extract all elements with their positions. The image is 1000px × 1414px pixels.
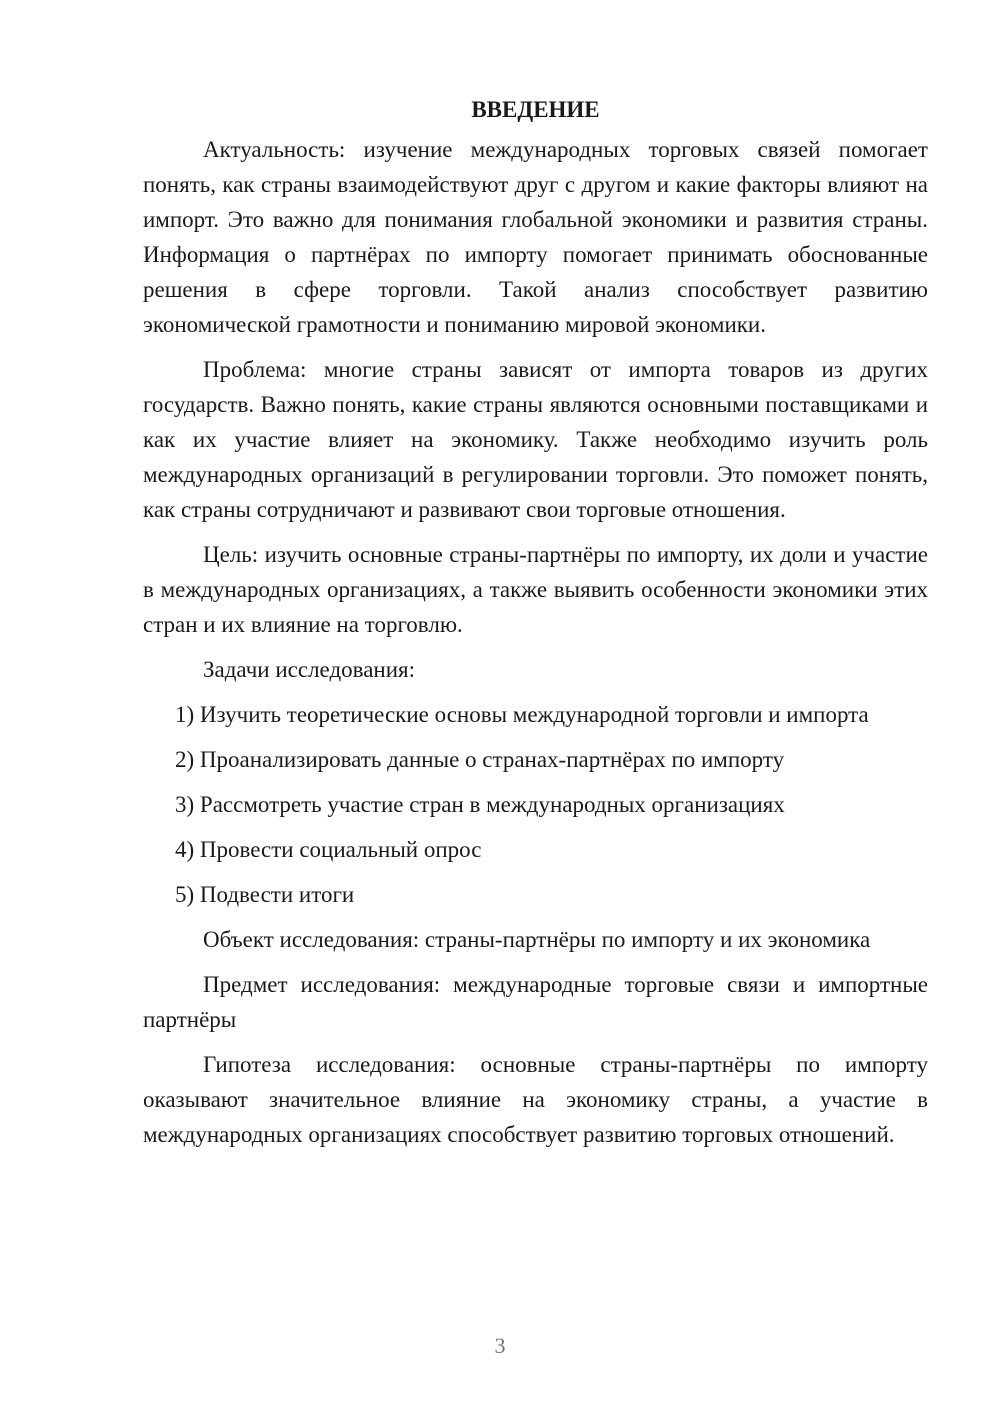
goal-paragraph: Цель: изучить основные страны-партнёры по импорту, их доли и участие в международных организациях, а также выявить особенности экономики этих стран и их влияние на торговлю. — [143, 542, 928, 637]
hypothesis-paragraph: Гипотеза исследования: основные страны-партнёры по импорту оказывают значительное влияние на экономику страны, а участие в международных организациях способствует развитию торговых отношений. — [143, 1052, 928, 1147]
task-item-1: 1) Изучить теоретические основы международной торговли и импорта — [175, 702, 869, 727]
task-item-5: 5) Подвести итоги — [175, 882, 355, 907]
object-paragraph: Объект исследования: страны-партнёры по импорту и их экономика — [203, 927, 871, 952]
tasks-heading: Задачи исследования: — [203, 657, 416, 682]
document-page — [143, 92, 928, 1152]
task-item-3: 3) Рассмотреть участие стран в международных организациях — [175, 792, 785, 817]
page-title: ВВЕДЕНИЕ — [471, 97, 600, 122]
task-item-4: 4) Провести социальный опрос — [175, 837, 482, 862]
relevance-paragraph: Актуальность: изучение международных торговых связей помогает понять, как страны взаимодействуют друг с другом и какие факторы влияют на импорт. Это важно для понимания глобальной экономики и развития страны. Информация о партнёрах по импорту помогает принимать обоснованные решения в сфере торговли. Такой анализ способствует развитию экономической грамотности и пониманию мировой экономики. — [143, 137, 928, 337]
subject-paragraph: Предмет исследования: международные торговые связи и импортные партнёры — [143, 972, 928, 1032]
problem-paragraph: Проблема: многие страны зависят от импорта товаров из других государств. Важно понять, какие страны являются основными поставщиками и как их участие влияет на экономику. Также необходимо изучить роль международных организаций в регулировании торговли. Это поможет понять, как страны сотрудничают и развивают свои торговые отношения. — [143, 357, 928, 522]
task-item-2: 2) Проанализировать данные о странах-партнёрах по импорту — [175, 747, 785, 772]
page-number: 3 — [494, 1333, 506, 1358]
